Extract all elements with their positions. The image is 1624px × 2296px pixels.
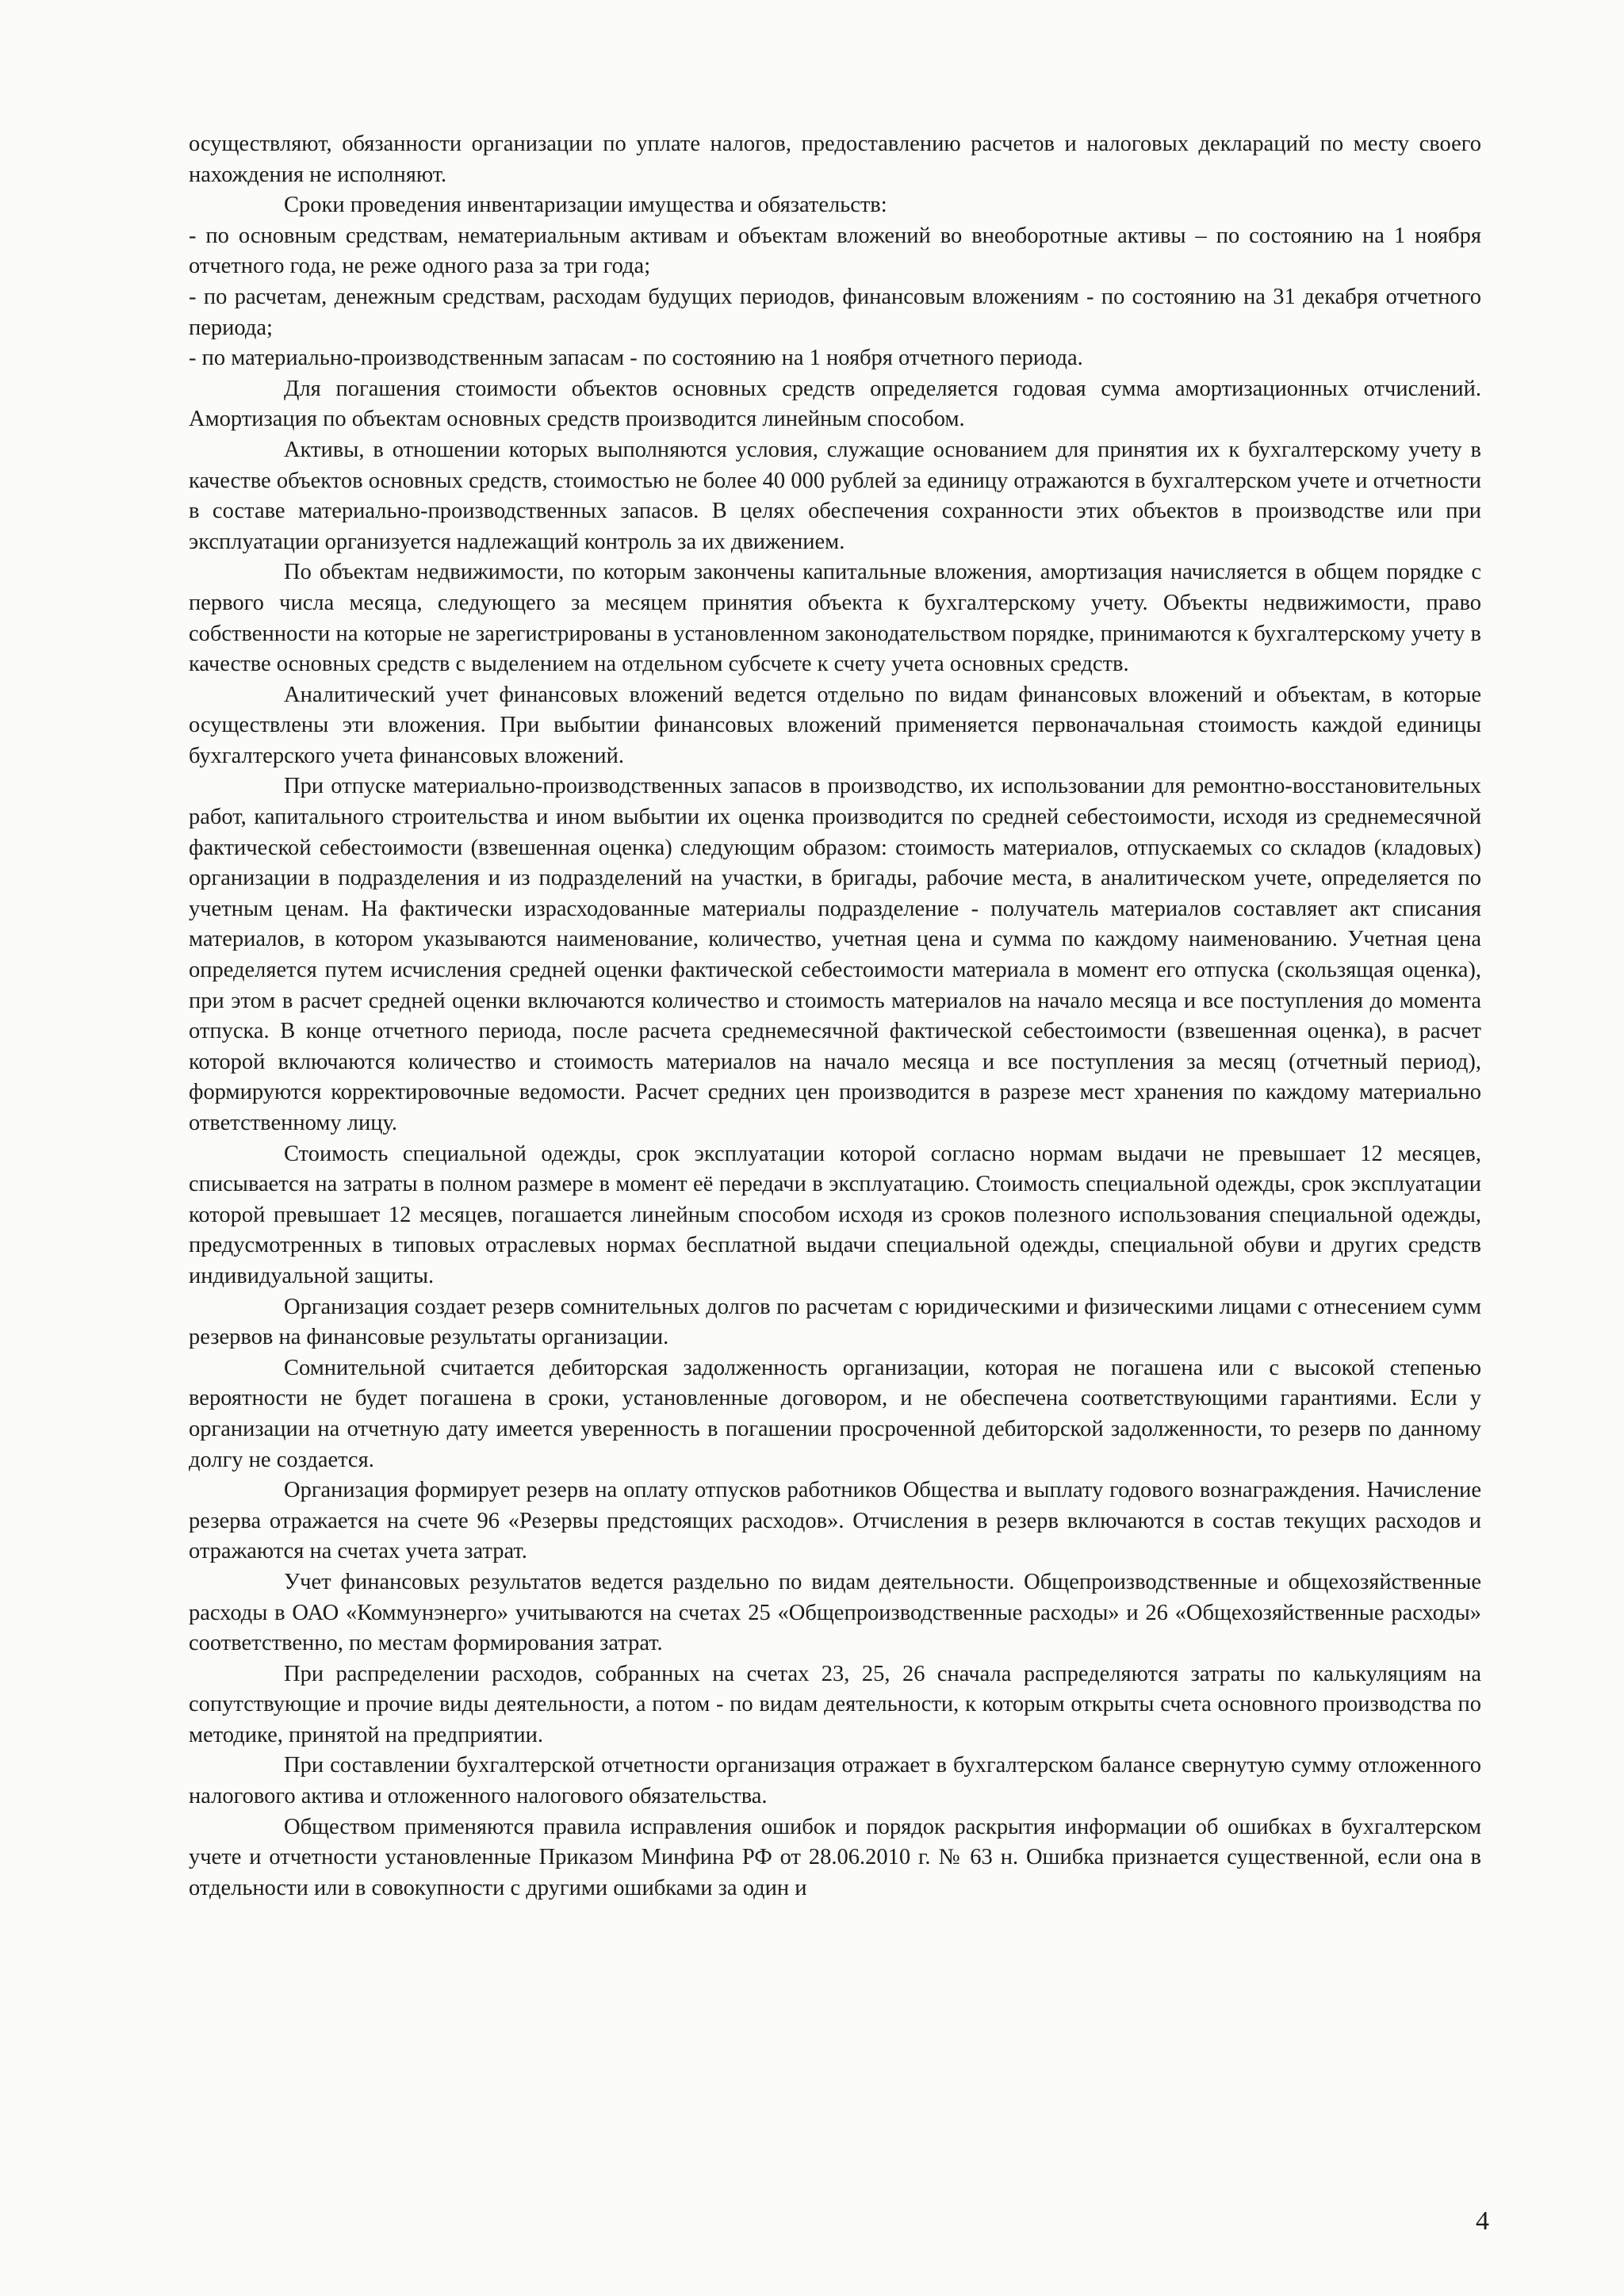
paragraph: Аналитический учет финансовых вложений ведется отдельно по видам финансовых вложений и объектам, в которые осуществлены эти вложения. При выбытии финансовых вложений применяется первоначальная стоимость каждой единицы бухгалтерского учета финансовых вложений. — [189, 682, 1481, 768]
list-item: - по расчетам, денежным средствам, расходам будущих периодов, финансовым вложениям - по состоянию на 31 декабря отчетного периода; — [189, 284, 1481, 340]
paragraph: Организация создает резерв сомнительных долгов по расчетам с юридическими и физическими лицами с отнесением сумм резервов на финансовые результаты организации. — [189, 1294, 1481, 1350]
paragraph: При отпуске материально-производственных запасов в производство, их использовании для ремонтно-восстановительных работ, капитального строительства и ином выбытии их оценка производится по средней себестоимости, исходя из среднемесячной фактической себестоимости (взвешенная оценка) следующим образом: стоимость материалов, отпускаемых со складов (кладовых) организации в подразделения и из подразделений на участки, в бригады, рабочие места, в аналитическом учете, определяется по учетным ценам. На фактически израсходованные материалы подразделение - получатель материалов составляет акт списания материалов, в котором указываются наименование, количество, учетная цена и сумма по каждому наименованию. Учетная цена определяется путем исчисления средней оценки фактической себестоимости материала в момент его отпуска (скользящая оценка), при этом в расчет средней оценки включаются количество и стоимость материалов на начало месяца и все поступления до момента отпуска. В конце отчетного периода, после расчета среднемесячной фактической себестоимости (взвешенная оценка), в расчет которой включаются количество и стоимость материалов на начало месяца и все поступления за месяц (отчетный период), формируются корректировочные ведомости. Расчет средних цен производится в разрезе мест хранения по каждому материально ответственному лицу. — [189, 774, 1481, 1135]
paragraph: Организация формирует резерв на оплату отпусков работников Общества и выплату годового вознаграждения. Начисление резерва отражается на счете 96 «Резервы предстоящих расходов». Отчисления в резерв включаются в состав текущих расходов и отражаются на счетах учета затрат. — [189, 1478, 1481, 1564]
paragraph: Сроки проведения инвентаризации имущества и обязательств: — [284, 193, 887, 218]
list-item: - по материально-производственным запасам - по состоянию на 1 ноября отчетного периода. — [189, 346, 1083, 371]
document-body — [189, 129, 1481, 1904]
paragraph: Учет финансовых результатов ведется раздельно по видам деятельности. Общепроизводственные и общехозяйственные расходы в ОАО «Коммунэнерго» учитываются на счетах 25 «Общепроизводственные расходы» и 26 «Общехозяйственные расходы» соответственно, по местам формирования затрат. — [189, 1569, 1481, 1656]
page-number: 4 — [1476, 2206, 1489, 2236]
paragraph: Обществом применяются правила исправления ошибок и порядок раскрытия информации об ошибках в бухгалтерском учете и отчетности установленные Приказом Минфина РФ от 28.06.2010 г. № 63 н. Ошибка признается существенной, если она в отдельности или в совокупности с другими ошибками за один и — [189, 1814, 1481, 1900]
paragraph: осуществляют, обязанности организации по уплате налогов, предоставлению расчетов и налоговых деклараций по месту своего нахождения не исполняют. — [189, 132, 1481, 187]
paragraph: Для погашения стоимости объектов основных средств определяется годовая сумма амортизационных отчислений. Амортизация по объектам основных средств производится линейным способом. — [189, 376, 1481, 432]
list-item: - по основным средствам, нематериальным активам и объектам вложений во внеоборотные активы – по состоянию на 1 ноября отчетного года, не реже одного раза за три года; — [189, 223, 1481, 279]
paragraph: Сомнительной считается дебиторская задолженность организации, которая не погашена или с высокой степенью вероятности не будет погашена в сроки, установленные договором, и не обеспечена соответствующими гарантиями. Если у организации на отчетную дату имеется уверенность в погашении просроченной дебиторской задолженности, то резерв по данному долгу не создается. — [189, 1355, 1481, 1472]
paragraph: При составлении бухгалтерской отчетности организация отражает в бухгалтерском балансе свернутую сумму отложенного налогового актива и отложенного налогового обязательства. — [189, 1753, 1481, 1809]
paragraph: Стоимость специальной одежды, срок эксплуатации которой согласно нормам выдачи не превышает 12 месяцев, списывается на затраты в полном размере в момент её передачи в эксплуатацию. Стоимость специальной одежды, срок эксплуатации которой превышает 12 месяцев, погашается линейным способом исходя из сроков полезного использования специальной одежды, предусмотренных в типовых отраслевых нормах бесплатной выдачи специальной одежды, специальной обуви и других средств индивидуальной защиты. — [189, 1141, 1481, 1288]
paragraph: Активы, в отношении которых выполняются условия, служащие основанием для принятия их к бухгалтерскому учету в качестве объектов основных средств, стоимостью не более 40 000 рублей за единицу отражаются в бухгалтерском учете и отчетности в составе материально-производственных запасов. В целях обеспечения сохранности этих объектов в производстве или при эксплуатации организуется надлежащий контроль за их движением. — [189, 437, 1481, 554]
paragraph: По объектам недвижимости, по которым закончены капитальные вложения, амортизация начисляется в общем порядке с первого числа месяца, следующего за месяцем принятия объекта к бухгалтерскому учету. Объекты недвижимости, право собственности на которые не зарегистрированы в установленном законодательством порядке, принимаются к бухгалтерскому учету в качестве основных средств с выделением на отдельном субсчете к счету учета основных средств. — [189, 560, 1481, 677]
paragraph: При распределении расходов, собранных на счетах 23, 25, 26 сначала распределяются затраты по калькуляциям на сопутствующие и прочие виды деятельности, а потом - по видам деятельности, к которым открыты счета основного производства по методике, принятой на предприятии. — [189, 1661, 1481, 1747]
